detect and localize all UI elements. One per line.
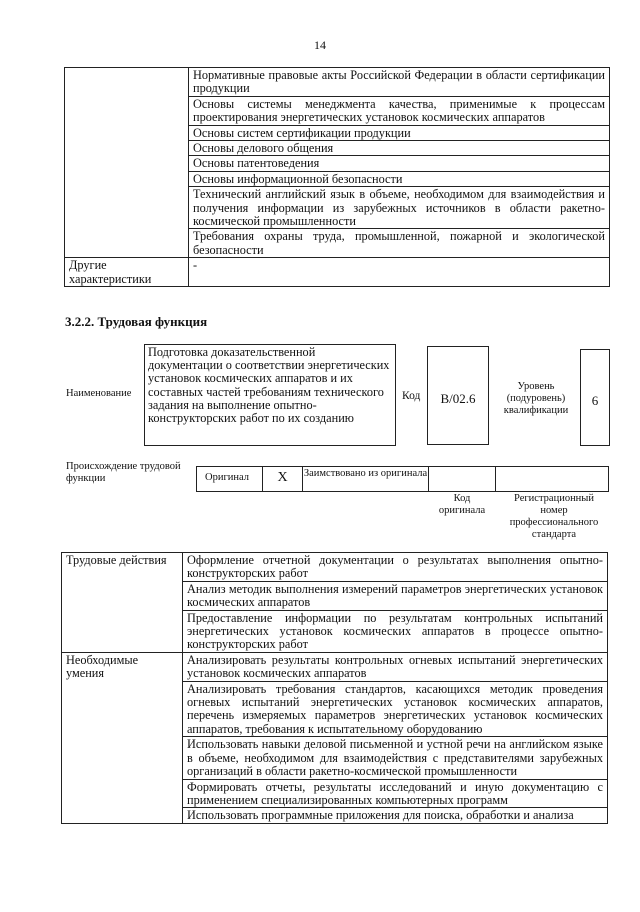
knowledge-row: Основы делового общения [189,141,610,156]
function-code-box: B/02.6 [427,346,489,445]
labor-actions-label: Трудовые действия [62,553,183,653]
skill-row: Анализировать требования стандартов, касающихся методик проведения огневых испытаний энергетических установок космических аппаратов, перечень измеряемых параметров энергетических установок космических аппаратов, требования к испытательному оборудованию [183,681,608,737]
knowledge-row: Требования охраны труда, промышленной, пожарной и экологической безопасности [189,229,610,258]
knowledge-row: Основы систем сертификации продукции [189,125,610,140]
name-label: Наименование [66,388,132,399]
origin-label: Происхождение трудовой функции [66,461,181,484]
registration-number-label: Регистрационный номер профессионального стандарта [509,493,599,540]
skill-row: Использовать навыки деловой письменной и устной речи на английском языке в объеме, необходимом для взаимодействия с представителями зарубежных организаций в области ракетно-космической промышленности [183,737,608,779]
function-name-box: Подготовка доказательственной документации о соответствии энергетических установок космических аппаратов и их составных частей требованиям технического задания на выполнение опытно-конструкторских работ по их созданию [144,344,396,446]
code-original-label: Код оригинала [438,493,486,516]
knowledge-row: Основы информационной безопасности [189,171,610,186]
knowledge-row: Основы системы менеджмента качества, применимые к процессам проектирования энергетических установок космических аппаратов [189,96,610,125]
labor-action-row: Оформление отчетной документации о результатах выполнения опытно-конструкторских работ [183,553,608,582]
labor-action-row: Предоставление информации по результатам контрольных испытаний энергетических установок космических аппаратов в процессе опытно-конструкторских работ [183,610,608,652]
skill-row: Использовать программные приложения для поиска, обработки и анализа [183,808,608,823]
qualification-level-label: Уровень (подуровень) квалификации [503,381,569,416]
origin-row [196,466,609,492]
original-label: Оригинал [197,467,263,491]
page-number: 14 [314,38,326,52]
labor-action-row: Анализ методик выполнения измерений параметров энергетических установок космических аппаратов [183,581,608,610]
code-label: Код [402,390,421,402]
code-original-cell [429,467,496,491]
knowledge-row: Основы патентоведения [189,156,610,171]
actions-table [61,552,608,824]
borrowed-label: Заимствовано из оригинала [303,467,429,491]
original-mark: X [263,467,303,491]
skill-row: Формировать отчеты, результаты исследований и иную документацию с применением специализированных компьютерных программ [183,779,608,808]
knowledge-table [64,67,610,287]
knowledge-row: Нормативные правовые акты Российской Федерации в области сертификации продукции [189,68,610,97]
skills-label: Необходимые умения [62,652,183,823]
knowledge-row: Технический английский язык в объеме, необходимом для взаимодействия и получения информации из зарубежных источников в области ракетно-космической промышленности [189,187,610,229]
skill-row: Анализировать результаты контрольных огневых испытаний энергетических установок космических аппаратов [183,652,608,681]
other-characteristics-label: Другие характеристики [65,258,189,287]
other-characteristics-value: - [189,258,610,287]
qualification-level-box: 6 [580,349,610,446]
section-title: 3.2.2. Трудовая функция [65,314,208,329]
